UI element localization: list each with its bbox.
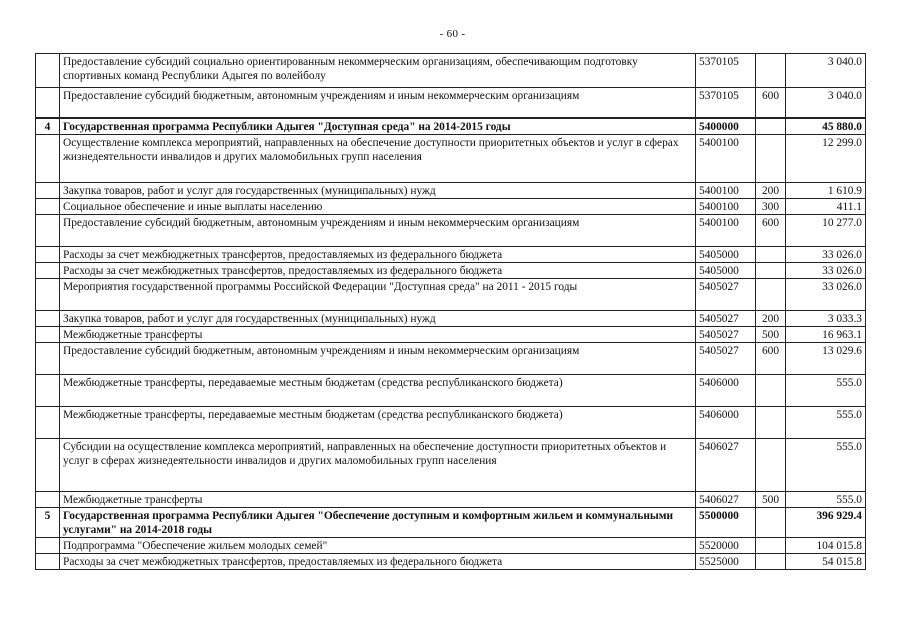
target-code-cell: 5405000 bbox=[696, 246, 756, 262]
target-code-cell: 5400100 bbox=[696, 134, 756, 182]
amount-cell: 411.1 bbox=[786, 198, 866, 214]
item-name-cell: Расходы за счет межбюджетных трансфертов, предоставляемых из федерального бюджета bbox=[60, 553, 696, 569]
expense-type-cell bbox=[756, 553, 786, 569]
expense-type-cell bbox=[756, 278, 786, 310]
table-row bbox=[36, 374, 866, 406]
target-code-cell: 5370105 bbox=[696, 54, 756, 88]
row-number-cell bbox=[36, 553, 60, 569]
item-name-cell: Мероприятия государственной программы Российской Федерации "Доступная среда" на 2011 - 2015 годы bbox=[60, 278, 696, 310]
item-name-cell: Государственная программа Республики Адыгея "Доступная среда" на 2014-2015 годы bbox=[60, 118, 696, 135]
amount-cell: 45 880.0 bbox=[786, 118, 866, 135]
expense-type-cell: 600 bbox=[756, 342, 786, 374]
table-row bbox=[36, 262, 866, 278]
expense-type-cell: 600 bbox=[756, 88, 786, 118]
expense-type-cell bbox=[756, 507, 786, 537]
row-number-cell bbox=[36, 374, 60, 406]
item-name-cell: Государственная программа Республики Адыгея "Обеспечение доступным и комфортным жильем и коммунальными услугами" на 2014-2018 годы bbox=[60, 507, 696, 537]
amount-cell: 10 277.0 bbox=[786, 214, 866, 246]
row-number-cell bbox=[36, 310, 60, 326]
table-row bbox=[36, 278, 866, 310]
expense-type-cell bbox=[756, 374, 786, 406]
row-number-cell bbox=[36, 278, 60, 310]
target-code-cell: 5500000 bbox=[696, 507, 756, 537]
amount-cell: 1 610.9 bbox=[786, 182, 866, 198]
target-code-cell: 5370105 bbox=[696, 88, 756, 118]
budget-table-body bbox=[36, 54, 866, 570]
table-row bbox=[36, 537, 866, 553]
row-number-cell bbox=[36, 54, 60, 88]
item-name-cell: Закупка товаров, работ и услуг для государственных (муниципальных) нужд bbox=[60, 310, 696, 326]
item-name-cell: Межбюджетные трансферты bbox=[60, 491, 696, 507]
row-number-cell bbox=[36, 342, 60, 374]
amount-cell: 3 040.0 bbox=[786, 88, 866, 118]
table-row bbox=[36, 406, 866, 438]
target-code-cell: 5405027 bbox=[696, 326, 756, 342]
target-code-cell: 5406000 bbox=[696, 374, 756, 406]
row-number-cell bbox=[36, 406, 60, 438]
target-code-cell: 5400100 bbox=[696, 182, 756, 198]
target-code-cell: 5405000 bbox=[696, 262, 756, 278]
target-code-cell: 5400100 bbox=[696, 198, 756, 214]
item-name-cell: Предоставление субсидий бюджетным, автономным учреждениям и иным некоммерческим организациям bbox=[60, 214, 696, 246]
target-code-cell: 5405027 bbox=[696, 342, 756, 374]
item-name-cell: Предоставление субсидий бюджетным, автономным учреждениям и иным некоммерческим организациям bbox=[60, 88, 696, 118]
row-number-cell bbox=[36, 182, 60, 198]
amount-cell: 555.0 bbox=[786, 406, 866, 438]
expense-type-cell: 600 bbox=[756, 214, 786, 246]
row-number-cell bbox=[36, 537, 60, 553]
table-row bbox=[36, 134, 866, 182]
expense-type-cell bbox=[756, 246, 786, 262]
row-number-cell bbox=[36, 134, 60, 182]
amount-cell: 3 040.0 bbox=[786, 54, 866, 88]
row-number-cell: 4 bbox=[36, 118, 60, 135]
item-name-cell: Межбюджетные трансферты, передаваемые местным бюджетам (средства республиканского бюджета) bbox=[60, 374, 696, 406]
item-name-cell: Закупка товаров, работ и услуг для государственных (муниципальных) нужд bbox=[60, 182, 696, 198]
table-row bbox=[36, 342, 866, 374]
expense-type-cell: 500 bbox=[756, 326, 786, 342]
row-number-cell bbox=[36, 438, 60, 491]
item-name-cell: Подпрограмма "Обеспечение жильем молодых семей" bbox=[60, 537, 696, 553]
expense-type-cell bbox=[756, 118, 786, 135]
target-code-cell: 5400000 bbox=[696, 118, 756, 135]
budget-table bbox=[35, 53, 866, 570]
row-number-cell bbox=[36, 198, 60, 214]
target-code-cell: 5406000 bbox=[696, 406, 756, 438]
target-code-cell: 5520000 bbox=[696, 537, 756, 553]
table-row bbox=[36, 310, 866, 326]
amount-cell: 54 015.8 bbox=[786, 553, 866, 569]
target-code-cell: 5525000 bbox=[696, 553, 756, 569]
item-name-cell: Межбюджетные трансферты bbox=[60, 326, 696, 342]
expense-type-cell bbox=[756, 438, 786, 491]
row-number-cell: 5 bbox=[36, 507, 60, 537]
table-row bbox=[36, 214, 866, 246]
program-row bbox=[36, 118, 866, 135]
row-number-cell bbox=[36, 326, 60, 342]
amount-cell: 555.0 bbox=[786, 438, 866, 491]
amount-cell: 16 963.1 bbox=[786, 326, 866, 342]
expense-type-cell bbox=[756, 54, 786, 88]
table-row bbox=[36, 246, 866, 262]
target-code-cell: 5405027 bbox=[696, 278, 756, 310]
expense-type-cell bbox=[756, 406, 786, 438]
amount-cell: 33 026.0 bbox=[786, 278, 866, 310]
target-code-cell: 5406027 bbox=[696, 491, 756, 507]
target-code-cell: 5406027 bbox=[696, 438, 756, 491]
amount-cell: 555.0 bbox=[786, 491, 866, 507]
table-row bbox=[36, 438, 866, 491]
item-name-cell: Расходы за счет межбюджетных трансфертов, предоставляемых из федерального бюджета bbox=[60, 246, 696, 262]
target-code-cell: 5405027 bbox=[696, 310, 756, 326]
item-name-cell: Межбюджетные трансферты, передаваемые местным бюджетам (средства республиканского бюджета) bbox=[60, 406, 696, 438]
item-name-cell: Социальное обеспечение и иные выплаты населению bbox=[60, 198, 696, 214]
item-name-cell: Предоставление субсидий бюджетным, автономным учреждениям и иным некоммерческим организациям bbox=[60, 342, 696, 374]
item-name-cell: Осуществление комплекса мероприятий, направленных на обеспечение доступности приоритетных объектов и услуг в сферах жизнедеятельности инвалидов и других маломобильных групп населения bbox=[60, 134, 696, 182]
expense-type-cell: 300 bbox=[756, 198, 786, 214]
amount-cell: 33 026.0 bbox=[786, 262, 866, 278]
amount-cell: 13 029.6 bbox=[786, 342, 866, 374]
amount-cell: 3 033.3 bbox=[786, 310, 866, 326]
table-row bbox=[36, 553, 866, 569]
program-row bbox=[36, 507, 866, 537]
row-number-cell bbox=[36, 491, 60, 507]
row-number-cell bbox=[36, 88, 60, 118]
expense-type-cell: 200 bbox=[756, 310, 786, 326]
table-row bbox=[36, 54, 866, 88]
table-row bbox=[36, 182, 866, 198]
expense-type-cell bbox=[756, 262, 786, 278]
table-row bbox=[36, 326, 866, 342]
table-row bbox=[36, 88, 866, 118]
amount-cell: 396 929.4 bbox=[786, 507, 866, 537]
expense-type-cell bbox=[756, 537, 786, 553]
expense-type-cell bbox=[756, 134, 786, 182]
amount-cell: 555.0 bbox=[786, 374, 866, 406]
table-row bbox=[36, 198, 866, 214]
item-name-cell: Расходы за счет межбюджетных трансфертов, предоставляемых из федерального бюджета bbox=[60, 262, 696, 278]
row-number-cell bbox=[36, 246, 60, 262]
item-name-cell: Предоставление субсидий социально ориентированным некоммерческим организациям, обеспечивающим подготовку спортивных команд Республики Адыгея по волейболу bbox=[60, 54, 696, 88]
page-number: - 60 - bbox=[439, 28, 466, 40]
row-number-cell bbox=[36, 214, 60, 246]
amount-cell: 12 299.0 bbox=[786, 134, 866, 182]
expense-type-cell: 200 bbox=[756, 182, 786, 198]
expense-type-cell: 500 bbox=[756, 491, 786, 507]
table-row bbox=[36, 491, 866, 507]
amount-cell: 104 015.8 bbox=[786, 537, 866, 553]
item-name-cell: Субсидии на осуществление комплекса мероприятий, направленных на обеспечение доступности приоритетных объектов и услуг в сферах жизнедеятельности инвалидов и других маломобильных групп населения bbox=[60, 438, 696, 491]
amount-cell: 33 026.0 bbox=[786, 246, 866, 262]
target-code-cell: 5400100 bbox=[696, 214, 756, 246]
row-number-cell bbox=[36, 262, 60, 278]
